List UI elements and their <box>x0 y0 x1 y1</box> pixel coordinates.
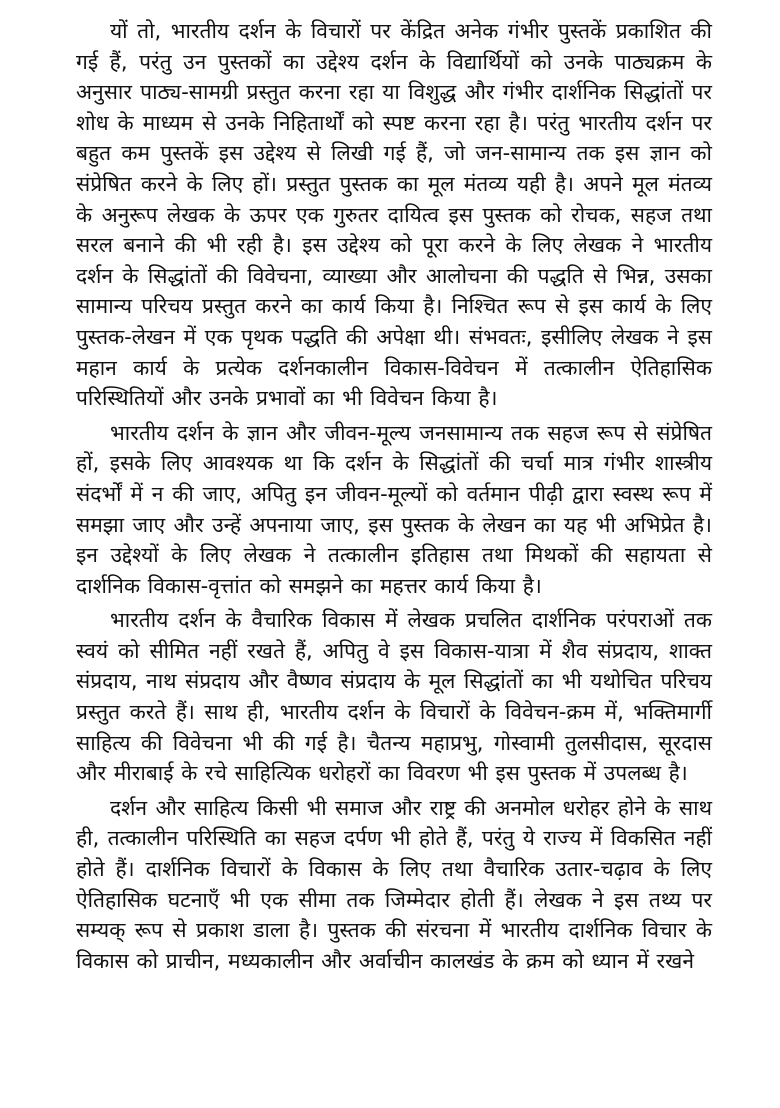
paragraph-3: भारतीय दर्शन के वैचारिक विकास में लेखक प्रचलित दार्शनिक परंपराओं तक स्वयं को सीमित नहीं रखते हैं, अपितु वे इस विकास-यात्रा में शैव संप्रदाय, शाक्त संप्रदाय, नाथ संप्रदाय और वैष्णव संप्रदाय के मूल सिद्धांतों का भी यथोचित परिचय प्रस्तुत करते हैं। साथ ही, भारतीय दर्शन के विचारों के विवेचन-क्रम में, भक्तिमार्गी साहित्य की विवेचना भी की गई है। चैतन्य महाप्रभु, गोस्वामी तुलसीदास, सूरदास और मीराबाई के रचे साहित्यिक धरोहरों का विवरण भी इस पुस्तक में उपलब्ध है। <box>76 608 712 786</box>
paragraph-1: यों तो, भारतीय दर्शन के विचारों पर केंद्रित अनेक गंभीर पुस्तकें प्रकाशित की गई हैं, परंतु उन पुस्तकों का उद्देश्य दर्शन के विद्यार्थियों को उनके पाठ्यक्रम के अनुसार पाठ्य-सामग्री प्रस्तुत करना रहा या विशुद्ध और गंभीर दार्शनिक सिद्धांतों पर शोध के माध्यम से उनके निहितार्थों को स्पष्ट करना रहा है। परंतु भारतीय दर्शन पर बहुत कम पुस्तकें इस उद्देश्य से लिखी गई हैं, जो जन-सामान्य तक इस ज्ञान को संप्रेषित करने के लिए हों। प्रस्तुत पुस्तक का मूल मंतव्य यही है। अपने मूल मंतव्य के अनुरूप लेखक के ऊपर एक गुरुतर दायित्व इस पुस्तक को रोचक, सहज तथा सरल बनाने की भी रही है। इस उद्देश्य को पूरा करने के लिए लेखक ने भारतीय दर्शन के सिद्धांतों की विवेचना, व्याख्या और आलोचना की पद्धति से भिन्न, उसका सामान्य परिचय प्रस्तुत करने का कार्य किया है। निश्चित रूप से इस कार्य के लिए पुस्तक-लेखन में एक पृथक पद्धति की अपेक्षा थी। संभवतः, इसीलिए लेखक ने इस महान कार्य के प्रत्येक दर्शनकालीन विकास-विवेचन में तत्कालीन ऐतिहासिक परिस्थितियों और उनके प्रभावों का भी विवेचन किया है। <box>76 19 712 411</box>
paragraph-4: दर्शन और साहित्य किसी भी समाज और राष्ट्र की अनमोल धरोहर होने के साथ ही, तत्कालीन परिस्थिति का सहज दर्पण भी होते हैं, परंतु ये राज्य में विकसित नहीं होते हैं। दार्शनिक विचारों के विकास के लिए तथा वैचारिक उतार-चढ़ाव के लिए ऐतिहासिक घटनाएँ भी एक सीमा तक जिम्मेदार होती हैं। लेखक ने इस तथ्य पर सम्यक् रूप से प्रकाश डाला है। पुस्तक की संरचना में भारतीय दार्शनिक विचार के विकास को प्राचीन, मध्यकालीन और अर्वाचीन कालखंड के क्रम को ध्यान में रखने <box>76 795 712 973</box>
paragraph-2: भारतीय दर्शन के ज्ञान और जीवन-मूल्य जनसामान्य तक सहज रूप से संप्रेषित हों, इसके लिए आवश्यक था कि दर्शन के सिद्धांतों की चर्चा मात्र गंभीर शास्त्रीय संदर्भों में न की जाए, अपितु इन जीवन-मूल्यों को वर्तमान पीढ़ी द्वारा स्वस्थ रूप में समझा जाए और उन्हें अपनाया जाए, इस पुस्तक के लेखन का यह भी अभिप्रेत है। इन उद्देश्यों के लिए लेखक ने तत्कालीन इतिहास तथा मिथकों की सहायता से दार्शनिक विकास-वृत्तांत को समझने का महत्तर कार्य किया है। <box>76 420 712 598</box>
